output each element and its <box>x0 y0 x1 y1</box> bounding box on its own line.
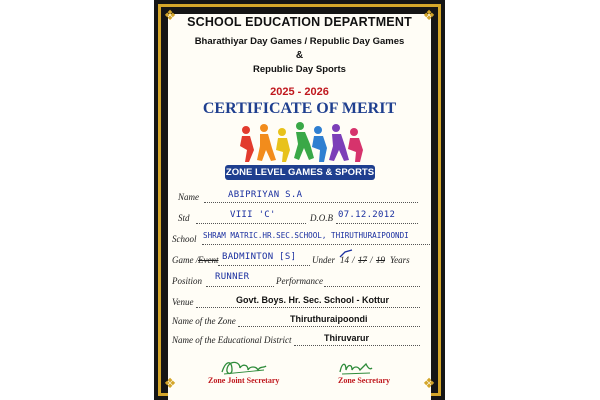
performance-label: Performance <box>276 276 323 286</box>
school-label: School <box>172 234 197 244</box>
zone-value: Thiruthuraipoondi <box>290 314 368 324</box>
years-label: Years <box>390 255 410 265</box>
district-label: Name of the Educational District <box>172 335 292 345</box>
secretary-signature <box>336 358 376 378</box>
secretary-label: Zone Secretary <box>338 376 391 385</box>
sports-subtitle: Republic Day Sports <box>253 64 346 75</box>
joint-secretary-signature <box>218 356 270 378</box>
ampersand: & <box>295 50 304 61</box>
academic-year: 2025 - 2026 <box>270 86 329 98</box>
sports-silhouettes-icon <box>232 120 372 164</box>
event-label-struck: Event <box>198 255 219 265</box>
age-14: 14 <box>340 255 349 265</box>
performance-line <box>324 286 420 287</box>
game-label: Game / <box>172 255 199 265</box>
department-title: SCHOOL EDUCATION DEPARTMENT <box>187 15 412 29</box>
joint-secretary-label: Zone Joint Secretary <box>208 376 280 385</box>
name-label: Name <box>178 192 199 202</box>
name-line <box>204 202 418 203</box>
age-19: 19 <box>376 255 385 265</box>
venue-value: Govt. Boys. Hr. Sec. School - Kottur <box>236 295 390 305</box>
district-value: Thiruvarur <box>324 333 370 343</box>
game-line <box>218 265 310 266</box>
game-value: BADMINTON [S] <box>222 252 297 262</box>
zone-label: Name of the Zone <box>172 316 236 326</box>
age-17: 17 <box>358 255 367 265</box>
std-line <box>196 223 306 224</box>
std-label: Std <box>178 213 190 223</box>
zone-level-banner: ZONE LEVEL GAMES & SPORTS <box>225 167 375 178</box>
venue-line <box>196 307 420 308</box>
name-value: ABIPRIYAN S.A <box>228 190 303 200</box>
dob-label: D.O.B <box>310 213 333 223</box>
dob-value: 07.12.2012 <box>338 210 396 220</box>
dob-line <box>336 223 418 224</box>
under-label: Under <box>312 255 335 265</box>
position-label: Position <box>172 276 203 286</box>
corner-ornament-icon: ❖ <box>163 376 177 392</box>
position-value: RUNNER <box>215 272 250 282</box>
corner-ornament-icon: ❖ <box>422 8 436 24</box>
zone-line <box>238 326 420 327</box>
school-line <box>202 244 430 245</box>
certificate-title: CERTIFICATE OF MERIT <box>202 100 397 117</box>
school-value: SHRAM MATRIC.HR.SEC.SCHOOL, THIRUTHURAIPOONDI <box>203 231 409 240</box>
corner-ornament-icon: ❖ <box>163 8 177 24</box>
games-subtitle: Bharathiyar Day Games / Republic Day Games <box>194 36 405 47</box>
district-line <box>294 345 420 346</box>
position-line <box>206 286 274 287</box>
venue-label: Venue <box>172 297 194 307</box>
std-value: VIII 'C' <box>230 210 276 220</box>
corner-ornament-icon: ❖ <box>422 376 436 392</box>
